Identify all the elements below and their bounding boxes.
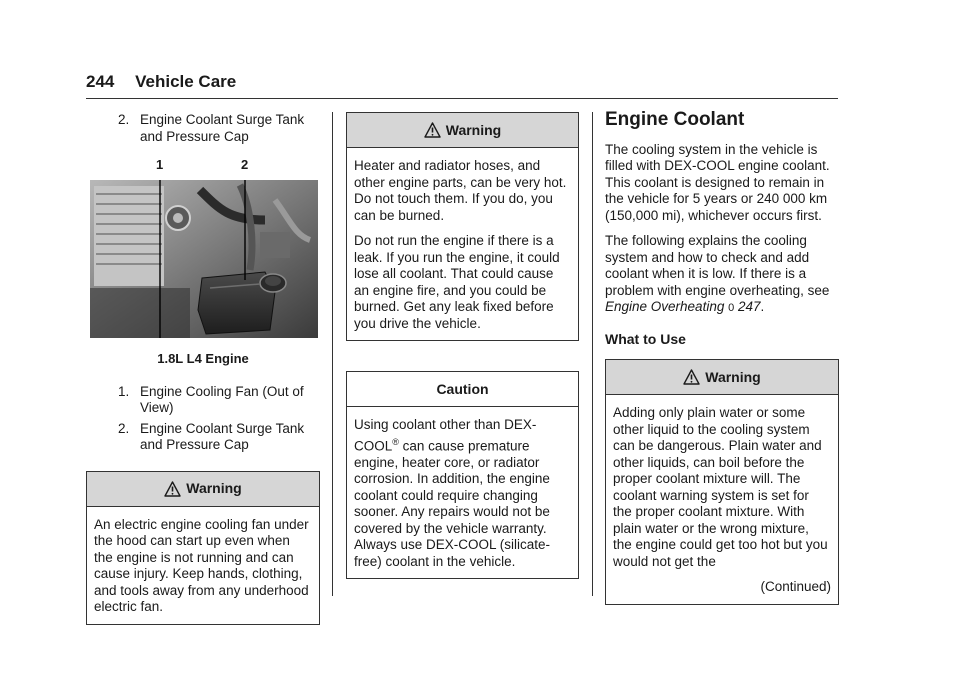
continued-label: (Continued) bbox=[760, 579, 831, 594]
column-left bbox=[86, 112, 320, 625]
page-reference[interactable]: 247 bbox=[738, 299, 761, 314]
warning-icon bbox=[164, 481, 181, 497]
warning-box bbox=[605, 359, 839, 605]
callout-2: 2 bbox=[241, 157, 249, 172]
warning-box bbox=[86, 471, 320, 625]
caution-header: Caution bbox=[347, 372, 578, 407]
column-middle bbox=[346, 112, 579, 579]
warning-box bbox=[346, 112, 579, 341]
figure-caption: 1.8L L4 Engine bbox=[157, 351, 249, 366]
column-right bbox=[605, 109, 839, 605]
caution-body: Using coolant other than DEX-COOL® can cause premature engine, heater core, or radiator corrosion. In addition, the engine coolant could require changing sooner. Any repairs would not be covered by the vehicle warranty. Always use DEX-COOL (silicate-free) coolant in the vehicle. bbox=[354, 417, 551, 569]
warning-body: Adding only plain water or some other liquid to the cooling system can be dangerous. Plain water and other liquids, can boil before the proper coolant mixture will. The coolant warning system is set for the proper coolant mixture. With plain water or the wrong mixture, the engine could get too hot but you would not get the (Continued) bbox=[613, 405, 831, 594]
warning-header: Warning bbox=[606, 360, 838, 395]
page-number: 244 bbox=[86, 72, 115, 91]
page-header bbox=[86, 72, 236, 92]
cross-reference-link[interactable]: Engine Overheating bbox=[605, 299, 725, 314]
caution-box bbox=[346, 371, 579, 579]
warning-body: An electric engine cooling fan under the hood can start up even when the engine is not running and can cause injury. Keep hands, clothing, and tools away from any underhood electric fan. bbox=[94, 516, 309, 614]
subheading: What to Use bbox=[605, 330, 686, 347]
header-divider bbox=[86, 98, 838, 99]
warning-icon bbox=[424, 122, 441, 138]
list-item: 2. Engine Coolant Surge Tank and Pressure Cap bbox=[118, 112, 305, 144]
warning-header: Warning bbox=[87, 472, 319, 507]
list-item: 1. Engine Cooling Fan (Out of View) bbox=[118, 383, 304, 415]
warning-body: Heater and radiator hoses, and other engine parts, can be very hot. Do not touch them. If you do, you can be burned. Do not run the engine if there is a leak. If you run the engine, it could lose all coolant. That could cause an engine fire, and you could be burned. Get any leak fixed before you drive the vehicle. bbox=[354, 158, 567, 331]
paragraph: The following explains the cooling system and how to check and add coolant when it is low. If there is a problem with engine overheating, see Engine Overheating 0 247. bbox=[605, 233, 830, 314]
callout-1: 1 bbox=[156, 157, 164, 172]
column-divider bbox=[332, 112, 333, 596]
list-item: 2. Engine Coolant Surge Tank and Pressure Cap bbox=[118, 420, 305, 452]
warning-icon bbox=[683, 369, 700, 385]
section-title: Vehicle Care bbox=[135, 72, 237, 91]
paragraph: The cooling system in the vehicle is filled with DEX-COOL engine coolant. This coolant is designed to remain in the vehicle for 5 years or 240 000 km (150,000 mi), whichever occurs first. bbox=[605, 141, 830, 223]
engine-bay-image bbox=[90, 180, 318, 338]
section-heading: Engine Coolant bbox=[605, 109, 745, 130]
engine-figure bbox=[90, 157, 318, 339]
warning-header: Warning bbox=[347, 113, 578, 148]
column-divider bbox=[592, 112, 593, 596]
page-ref-symbol: 0 bbox=[728, 302, 735, 314]
registered-mark: ® bbox=[392, 436, 399, 447]
